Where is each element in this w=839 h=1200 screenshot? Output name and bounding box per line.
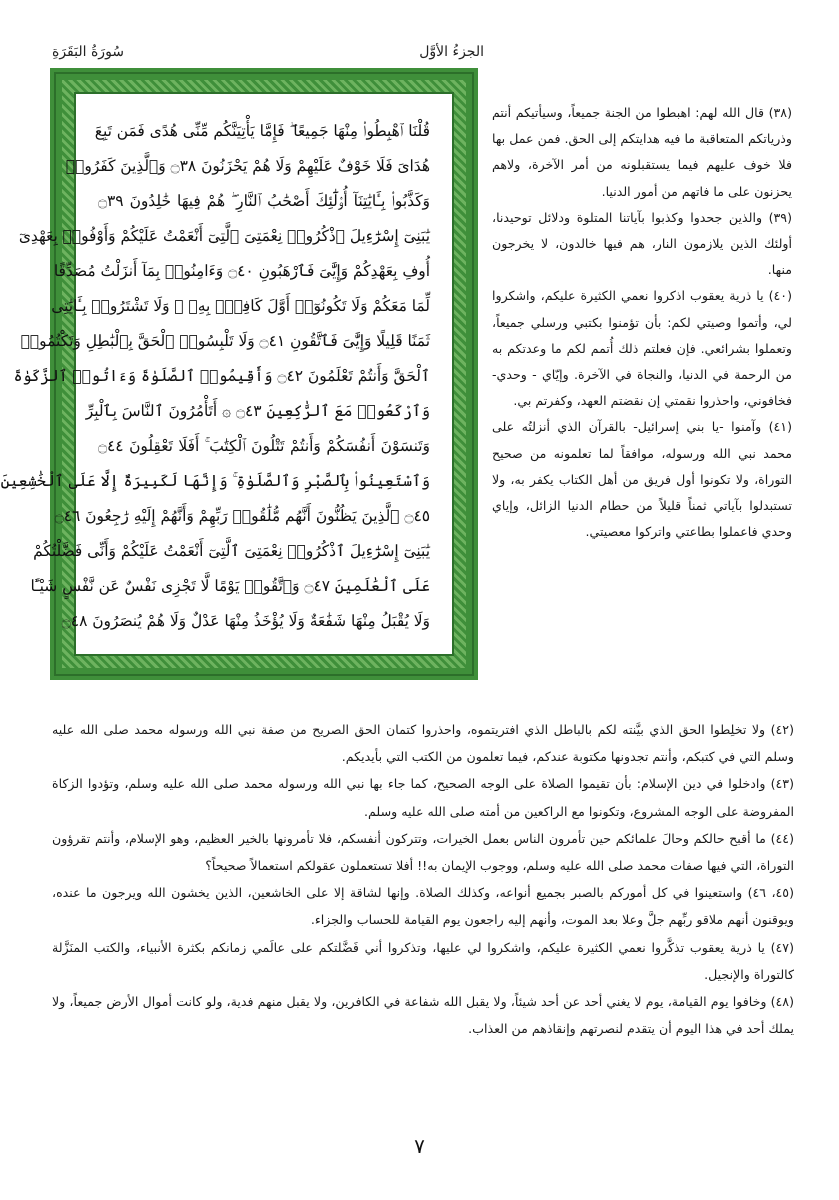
quran-frame xyxy=(0,68,478,680)
tafsir-full-width xyxy=(52,716,794,1042)
quran-line: ۝٤٥ ٱلَّذِينَ يَظُنُّونَ أَنَّهُم مُّلَٰقُوا۟ رَبِّهِمْ وَأَنَّهُمْ إِلَيْهِ رَٰجِعُونَ ۝٤٦ xyxy=(54,507,430,525)
quran-line: لِّمَا مَعَكُمْ وَلَا تَكُونُوٓا۟ أَوَّلَ كَافِرٍۭ بِهِۦ ۖ وَلَا تَشْتَرُوا۟ بِـَٔايَٰتِى xyxy=(51,297,430,315)
quran-line: وَلَا يُقْبَلُ مِنْهَا شَفَٰعَةٌ وَلَا يُؤْخَذُ مِنْهَا عَدْلٌ وَلَا هُمْ يُنصَرُونَ ۝٤٨ xyxy=(61,612,430,630)
quran-line: وَٱسْتَعِينُوا۟ بِٱلصَّبْرِ وَٱلصَّلَوٰةِ ۚ وَإِنَّهَا لَكَبِيرَةٌ إِلَّا عَلَى ٱلْخَٰشِعِينَ xyxy=(0,472,430,490)
quran-line: وَٱرْكَعُوا۟ مَعَ ٱلرَّٰكِعِينَ ۝٤٣ ۞ أَتَأْمُرُونَ ٱلنَّاسَ بِٱلْبِرِّ xyxy=(85,402,430,420)
tafsir-paragraph: (٤٠) يا ذرية يعقوب اذكروا نعمي الكثيرة عليكم، واشكروا لي، وأتموا وصيتي لكم: بأن تؤمنوا بكتبي ورسلي جميعاً، وتعملوا بشرائعي. فإن فعلتم ذلك أُتمم لكم ما وعدتكم به من الرحمة في الدنيا، والنجاة في الآخرة. وإيّاي - وحدي- فخافوني، واحذروا نقمتي إن نقضتم العهد، وكفرتم بي. xyxy=(492,288,792,409)
tafsir-paragraph: (٤١) وآمنوا -يا بني إسرائيل- بالقرآن الذي أنزلتُه على محمد نبي الله ورسوله، موافقاً لما تعلمونه من صحيح التوراة، ولا تكونوا أول فريق من أهل الكتاب يكفر به، ولا تستبدلوا بآياتي ثمناً قليلاً من حطام الدنيا الزائل، وإياي وحدي فاعملوا بطاعتي واتركوا معصيتي. xyxy=(492,419,792,540)
juz-header: الجزءُ الأوَّل xyxy=(419,44,484,60)
tafsir-side-column xyxy=(492,100,792,545)
tafsir-paragraph: (٤٣) وادخلوا في دين الإسلام: بأن تقيموا الصلاة على الوجه الصحيح، كما جاء بها نبي الله ورسوله محمد صلى الله عليه وسلم، وتؤدوا الزكاة المفروضة على الوجه المشروع، وتكونوا مع الراكعين من أمته صلى الله عليه وسلم. xyxy=(52,776,794,819)
quran-line: قُلْنَا ٱهْبِطُوا۟ مِنْهَا جَمِيعًا ۖ فَإِمَّا يَأْتِيَنَّكُم مِّنِّى هُدًى فَمَن تَبِعَ xyxy=(94,122,430,140)
quran-line: أُوفِ بِعَهْدِكُمْ وَإِيَّٰىَ فَٱرْهَبُونِ ۝٤٠ وَءَامِنُوا۟ بِمَآ أَنزَلْتُ مُصَدِّقًا xyxy=(53,262,430,280)
quran-verses xyxy=(0,114,430,638)
tafsir-paragraph: (٤٥، ٤٦) واستعينوا في كل أموركم بالصبر بجميع أنواعه، وكذلك الصلاة. وإنها لشاقة إلا على الخاشعين، الذين يخشون الله ويرجون ما عنده، ويوقنون أنهم ملاقو ربِّهم جلَّ وعلا بعد الموت، وأنهم إليه راجعون يوم القيامة للحساب والجزاء. xyxy=(52,885,794,928)
quran-line: ثَمَنًا قَلِيلًا وَإِيَّٰىَ فَٱتَّقُونِ ۝٤١ وَلَا تَلْبِسُوا۟ ٱلْحَقَّ بِٱلْبَٰطِلِ وَتَكْتُمُوا۟ xyxy=(20,332,430,350)
page-number: ٧ xyxy=(414,1134,425,1158)
quran-line: هُدَاىَ فَلَا خَوْفٌ عَلَيْهِمْ وَلَا هُمْ يَحْزَنُونَ ۝٣٨ وَٱلَّذِينَ كَفَرُوا۟ xyxy=(65,157,430,175)
quran-line: يَٰبَنِىٓ إِسْرَٰٓءِيلَ ٱذْكُرُوا۟ نِعْمَتِىَ ٱلَّتِىٓ أَنْعَمْتُ عَلَيْكُمْ وَأَنِّى فَضَّلْتُكُمْ xyxy=(33,542,430,560)
quran-line: ٱلْحَقَّ وَأَنتُمْ تَعْلَمُونَ ۝٤٢ وَأَقِيمُوا۟ ٱلصَّلَوٰةَ وَءَاتُوا۟ ٱلزَّكَوٰةَ xyxy=(13,367,430,385)
tafsir-paragraph: (٣٨) قال الله لهم: اهبطوا من الجنة جميعاً، وسيأتيكم أنتم وذرياتكم المتعاقبة ما فيه هدايتكم إلى الحق. فمن عمل بها فلا خوف عليهم فيما يستقبلونه من أمر الآخرة، ولاهم يحزنون على ما فاتهم من أمور الدنيا. xyxy=(492,105,792,199)
tafsir-paragraph: (٣٩) والذين جحدوا وكذبوا بآياتنا المتلوة ودلائل توحيدنا، أولئك الذين يلازمون النار، هم فيها خالدون، لا يخرجون منها. xyxy=(492,209,792,278)
tafsir-paragraph: (٤٢) ولا تخلِطوا الحق الذي بيَّنته لكم بالباطل الذي افتريتموه، واحذروا كتمان الحق الصريح من صفة نبي الله ورسوله محمد صلى الله عليه وسلم التي في كتبكم، وأنتم تجدونها مكتوبة عندكم، فيما تعلمون من الكتب التي بأيديكم. xyxy=(52,722,794,765)
tafsir-paragraph: (٤٤) ما أقبح حالكم وحالَ علمائكم حين تأمرون الناس بعمل الخيرات، وتتركون أنفسكم، فلا تأمرونها بالخير العظيم، وهو الإسلام، وأنتم تقرؤون التوراة، التي فيها صفات محمد صلى الله عليه وسلم، ووجوب الإيمان به!! أفلا تستعملون عقولكم استعمالاً صحيحاً؟ xyxy=(52,830,794,874)
quran-line: يَٰبَنِىٓ إِسْرَٰٓءِيلَ ٱذْكُرُوا۟ نِعْمَتِىَ ٱلَّتِىٓ أَنْعَمْتُ عَلَيْكُمْ وَأَوْفُوا۟ بِعَهْدِىٓ xyxy=(18,227,430,245)
quran-line: وَتَنسَوْنَ أَنفُسَكُمْ وَأَنتُمْ تَتْلُونَ ٱلْكِتَٰبَ ۚ أَفَلَا تَعْقِلُونَ ۝٤٤ xyxy=(98,437,430,455)
quran-line: عَلَى ٱلْعَٰلَمِينَ ۝٤٧ وَٱتَّقُوا۟ يَوْمًا لَّا تَجْزِى نَفْسٌ عَن نَّفْسٍ شَيْـًٔا xyxy=(30,577,430,595)
tafsir-paragraph: (٤٧) يا ذرية يعقوب تذكَّروا نعمي الكثيرة عليكم، واشكروا لي عليها، وتذكروا أني فَضَّلتكم على عالَمي زمانكم بكثرة الأنبياء، والكتب المنَزَّلة كالتوراة والإنجيل. xyxy=(52,939,794,982)
surah-header: سُورَةُ البَقَرَةِ xyxy=(52,44,125,60)
quran-text-area xyxy=(0,92,454,656)
quran-line: وَكَذَّبُوا۟ بِـَٔايَٰتِنَآ أُو۟لَٰٓئِكَ أَصْحَٰبُ ٱلنَّارِ ۖ هُمْ فِيهَا خَٰلِدُونَ ۝٣٩ xyxy=(98,192,430,210)
tafsir-paragraph: (٤٨) وخافوا يوم القيامة، يوم لا يغني أحد عن أحد شيئاً، ولا يقبل الله شفاعة في الكافرين، ولا يقبل منهم فدية، ولو كانت أموال الأرض جميعاً، ولا يملك أحد في هذا اليوم أن يتقدم لنصرتهم وإنقاذهم من العذاب. xyxy=(52,994,794,1037)
